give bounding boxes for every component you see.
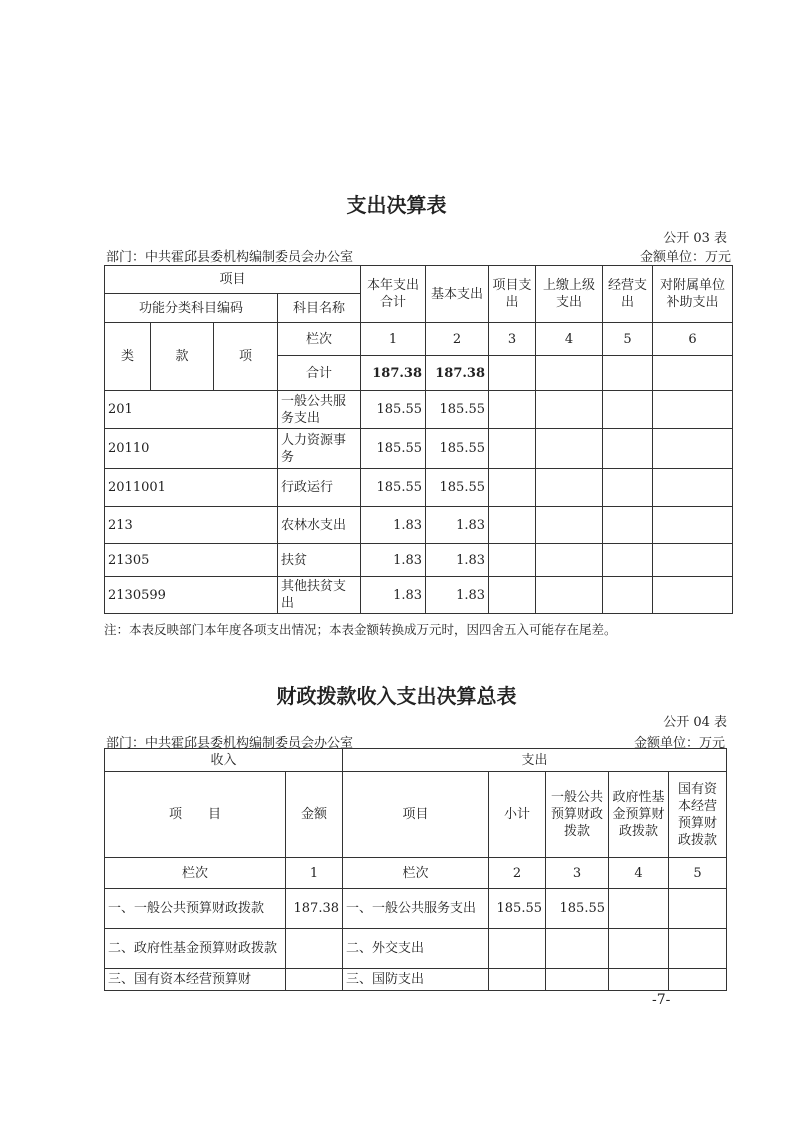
expenditure-table xyxy=(104,265,733,614)
func-code: 20110 xyxy=(105,429,278,469)
header-item: 项目 xyxy=(105,266,361,294)
table2-title: 财政拨款收入支出决算总表 xyxy=(276,684,517,708)
header-func-code: 功能分类科目编码 xyxy=(105,294,278,323)
header-expense: 支出 xyxy=(343,749,727,772)
header-subject-name: 科目名称 xyxy=(278,294,361,323)
basic-expense: 185.55 xyxy=(426,469,489,507)
func-code: 2130599 xyxy=(105,577,278,614)
table1-dept: 部门：中共霍邱县委机构编制委员会办公室 xyxy=(106,250,354,265)
expense-general xyxy=(546,969,609,991)
expense-general xyxy=(546,929,609,969)
expense-item: 三、国防支出 xyxy=(343,969,489,991)
expense-general: 185.55 xyxy=(546,889,609,929)
col-num: 5 xyxy=(603,323,653,356)
table-row xyxy=(105,507,733,544)
table-row xyxy=(105,969,727,991)
table-row xyxy=(105,577,733,614)
header-c4: 上缴上级支出 xyxy=(536,266,603,323)
header-state-capital: 国有资本经营预算财政拨款 xyxy=(669,772,727,858)
header-income: 收入 xyxy=(105,749,343,772)
expense-subtotal xyxy=(489,929,546,969)
basic-expense: 185.55 xyxy=(426,391,489,429)
expense-item: 一、一般公共服务支出 xyxy=(343,889,489,929)
func-code: 21305 xyxy=(105,544,278,577)
func-code: 213 xyxy=(105,507,278,544)
total-expense: 1.83 xyxy=(361,544,426,577)
table-row xyxy=(105,469,733,507)
subject-name: 人力资源事务 xyxy=(278,429,361,469)
income-amount: 187.38 xyxy=(286,889,343,929)
table-row xyxy=(105,429,733,469)
lanci-label: 栏次 xyxy=(105,858,286,889)
table-row xyxy=(105,391,733,429)
col-num: 2 xyxy=(489,858,546,889)
col-num: 6 xyxy=(653,323,733,356)
basic-expense: 1.83 xyxy=(426,577,489,614)
col-num: 4 xyxy=(536,323,603,356)
col-num: 1 xyxy=(286,858,343,889)
fiscal-summary-table xyxy=(104,748,727,991)
header-item: 项 目 xyxy=(105,772,286,858)
header-subtotal: 小计 xyxy=(489,772,546,858)
col-num: 5 xyxy=(669,858,727,889)
basic-expense: 1.83 xyxy=(426,544,489,577)
expense-subtotal xyxy=(489,969,546,991)
header-item2: 项目 xyxy=(343,772,489,858)
table1-title: 支出决算表 xyxy=(346,193,447,217)
income-item: 三、国有资本经营预算财 xyxy=(105,969,286,991)
total-expense: 1.83 xyxy=(361,507,426,544)
total-expense: 185.55 xyxy=(361,429,426,469)
table2-unit: 金额单位：万元 xyxy=(633,736,725,751)
func-code: 201 xyxy=(105,391,278,429)
func-code: 2011001 xyxy=(105,469,278,507)
header-lei: 类 xyxy=(105,323,151,391)
header-c1: 本年支出合计 xyxy=(361,266,426,323)
header-kuan: 款 xyxy=(151,323,214,391)
table-row xyxy=(105,544,733,577)
table-row xyxy=(105,889,727,929)
col-num: 1 xyxy=(361,323,426,356)
table1-code: 公开 03 表 xyxy=(663,231,727,246)
income-amount xyxy=(286,929,343,969)
basic-expense: 1.83 xyxy=(426,507,489,544)
header-c6: 对附属单位补助支出 xyxy=(653,266,733,323)
col-num: 3 xyxy=(546,858,609,889)
total-expense: 1.83 xyxy=(361,577,426,614)
total-expense: 185.55 xyxy=(361,469,426,507)
header-c5: 经营支出 xyxy=(603,266,653,323)
table2-code: 公开 04 表 xyxy=(663,715,727,730)
table1-note: 注：本表反映部门本年度各项支出情况；本表金额转换成万元时，因四舍五入可能存在尾差。 xyxy=(104,622,617,637)
header-c3: 项目支出 xyxy=(489,266,536,323)
subject-name: 农林水支出 xyxy=(278,507,361,544)
total-label: 合计 xyxy=(278,356,361,391)
income-item: 一、一般公共预算财政拨款 xyxy=(105,889,286,929)
lanci-label: 栏次 xyxy=(343,858,489,889)
col-num: 2 xyxy=(426,323,489,356)
subject-name: 行政运行 xyxy=(278,469,361,507)
header-amount: 金额 xyxy=(286,772,343,858)
total-expense: 185.55 xyxy=(361,391,426,429)
expense-subtotal: 185.55 xyxy=(489,889,546,929)
lanci-label: 栏次 xyxy=(278,323,361,356)
page-number: -7- xyxy=(652,992,671,1008)
basic-expense: 185.55 xyxy=(426,429,489,469)
subject-name: 一般公共服务支出 xyxy=(278,391,361,429)
header-fund: 政府性基金预算财政拨款 xyxy=(609,772,669,858)
expense-item: 二、外交支出 xyxy=(343,929,489,969)
total-value: 187.38 xyxy=(361,356,426,391)
table1-unit: 金额单位：万元 xyxy=(639,250,731,265)
header-c2: 基本支出 xyxy=(426,266,489,323)
income-item: 二、政府性基金预算财政拨款 xyxy=(105,929,286,969)
col-num: 3 xyxy=(489,323,536,356)
subject-name: 其他扶贫支出 xyxy=(278,577,361,614)
header-general: 一般公共预算财政拨款 xyxy=(546,772,609,858)
subject-name: 扶贫 xyxy=(278,544,361,577)
table-row xyxy=(105,929,727,969)
total-value: 187.38 xyxy=(426,356,489,391)
table2-dept: 部门：中共霍邱县委机构编制委员会办公室 xyxy=(106,736,354,751)
income-amount xyxy=(286,969,343,991)
header-xiang: 项 xyxy=(214,323,278,391)
col-num: 4 xyxy=(609,858,669,889)
